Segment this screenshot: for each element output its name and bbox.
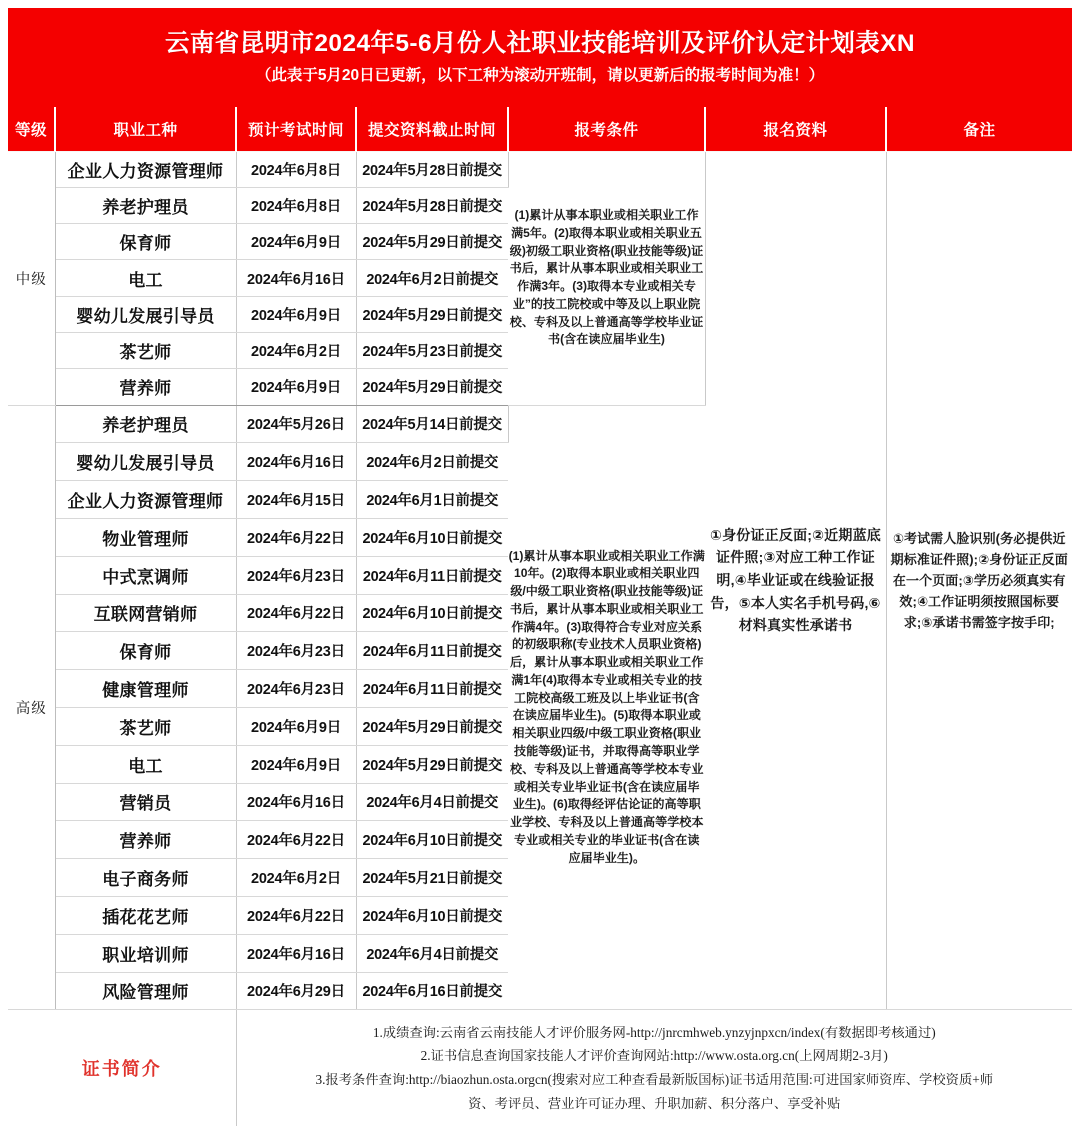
exam-date-cell: 2024年6月22日 xyxy=(236,821,356,859)
page-banner xyxy=(8,8,1072,107)
column-header-level: 等级 xyxy=(8,107,55,151)
deadline-cell: 2024年6月10日前提交 xyxy=(356,518,508,556)
deadline-cell: 2024年6月11日前提交 xyxy=(356,670,508,708)
deadline-cell: 2024年5月28日前提交 xyxy=(356,187,508,223)
exam-date-cell: 2024年6月8日 xyxy=(236,187,356,223)
job-name-cell: 健康管理师 xyxy=(55,670,236,708)
exam-date-cell: 2024年6月2日 xyxy=(236,332,356,368)
notes-cell: ①考试需人脸识别(务必提供近期标准证件照);②身份证正反面在一个页面;③学历必须真实有效;④工作证明须按照国标要求;⑤承诺书需签字按手印; xyxy=(886,151,1072,1010)
exam-date-cell: 2024年6月23日 xyxy=(236,632,356,670)
job-name-cell: 营销员 xyxy=(55,783,236,821)
job-name-cell: 保育师 xyxy=(55,632,236,670)
requirements-cell: (1)累计从事本职业或相关职业工作满5年。(2)取得本职业或相关职业五级)初级工职业资格(职业技能等级)证书后，累计从事本职业或相关职业工作满3年。(3)取得本专业或相关专业”的技工院校或中等及以上职业院校、专科及以上普通高等学校毕业证书(含在读应届毕业生) xyxy=(508,151,705,405)
deadline-cell: 2024年5月29日前提交 xyxy=(356,707,508,745)
job-name-cell: 电工 xyxy=(55,745,236,783)
exam-date-cell: 2024年6月2日 xyxy=(236,859,356,897)
job-name-cell: 保育师 xyxy=(55,224,236,260)
deadline-cell: 2024年6月10日前提交 xyxy=(356,594,508,632)
job-name-cell: 中式烹调师 xyxy=(55,556,236,594)
table-row xyxy=(8,151,1072,187)
job-name-cell: 电子商务师 xyxy=(55,859,236,897)
exam-date-cell: 2024年6月23日 xyxy=(236,556,356,594)
table-header xyxy=(8,107,1072,151)
training-plan-table xyxy=(8,107,1072,1126)
footer-line: 2.证书信息查询国家技能人才评价查询网站:http://www.osta.org.cn(上网周期2-3月) xyxy=(420,1048,888,1064)
exam-date-cell: 2024年6月16日 xyxy=(236,443,356,481)
exam-date-cell: 2024年6月9日 xyxy=(236,707,356,745)
job-name-cell: 风险管理师 xyxy=(55,972,236,1010)
table-body xyxy=(8,151,1072,1126)
deadline-cell: 2024年6月1日前提交 xyxy=(356,481,508,519)
column-header-exam-date: 预计考试时间 xyxy=(236,107,356,151)
deadline-cell: 2024年5月29日前提交 xyxy=(356,369,508,405)
job-name-cell: 婴幼儿发展引导员 xyxy=(55,443,236,481)
footer-line: 资、考评员、营业许可证办理、升职加薪、积分落户、享受补贴 xyxy=(468,1095,841,1111)
exam-date-cell: 2024年6月9日 xyxy=(236,369,356,405)
deadline-cell: 2024年6月4日前提交 xyxy=(356,783,508,821)
exam-date-cell: 2024年6月16日 xyxy=(236,260,356,296)
deadline-cell: 2024年5月23日前提交 xyxy=(356,332,508,368)
deadline-cell: 2024年6月2日前提交 xyxy=(356,260,508,296)
job-name-cell: 营养师 xyxy=(55,821,236,859)
exam-date-cell: 2024年6月9日 xyxy=(236,296,356,332)
deadline-cell: 2024年6月16日前提交 xyxy=(356,972,508,1010)
job-name-cell: 养老护理员 xyxy=(55,187,236,223)
job-name-cell: 茶艺师 xyxy=(55,332,236,368)
exam-date-cell: 2024年6月9日 xyxy=(236,745,356,783)
exam-date-cell: 2024年6月29日 xyxy=(236,972,356,1010)
job-name-cell: 养老护理员 xyxy=(55,405,236,443)
exam-date-cell: 2024年5月26日 xyxy=(236,405,356,443)
job-name-cell: 电工 xyxy=(55,260,236,296)
job-name-cell: 互联网营销师 xyxy=(55,594,236,632)
deadline-cell: 2024年6月11日前提交 xyxy=(356,556,508,594)
exam-date-cell: 2024年6月8日 xyxy=(236,151,356,187)
column-header-notes: 备注 xyxy=(886,107,1072,151)
exam-date-cell: 2024年6月9日 xyxy=(236,224,356,260)
job-name-cell: 企业人力资源管理师 xyxy=(55,151,236,187)
deadline-cell: 2024年5月29日前提交 xyxy=(356,745,508,783)
footer-line: 3.报考条件查询:http://biaozhun.osta.orgcn(搜索对应工种查看最新版国标)证书适用范围:可进国家师资库、学校资质+师 xyxy=(315,1072,994,1088)
exam-date-cell: 2024年6月15日 xyxy=(236,481,356,519)
deadline-cell: 2024年6月2日前提交 xyxy=(356,443,508,481)
job-name-cell: 职业培训师 xyxy=(55,934,236,972)
exam-date-cell: 2024年6月23日 xyxy=(236,670,356,708)
column-header-requirements: 报考条件 xyxy=(508,107,705,151)
deadline-cell: 2024年6月10日前提交 xyxy=(356,896,508,934)
deadline-cell: 2024年5月21日前提交 xyxy=(356,859,508,897)
deadline-cell: 2024年5月28日前提交 xyxy=(356,151,508,187)
job-name-cell: 茶艺师 xyxy=(55,707,236,745)
deadline-cell: 2024年6月4日前提交 xyxy=(356,934,508,972)
exam-date-cell: 2024年6月22日 xyxy=(236,594,356,632)
job-name-cell: 插花花艺师 xyxy=(55,896,236,934)
job-name-cell: 企业人力资源管理师 xyxy=(55,481,236,519)
certificate-intro-text xyxy=(236,1010,1072,1126)
certificate-intro-label: 证书简介 xyxy=(8,1010,236,1126)
exam-date-cell: 2024年6月16日 xyxy=(236,934,356,972)
level-cell: 高级 xyxy=(8,405,55,1010)
level-cell: 中级 xyxy=(8,151,55,405)
footer-row xyxy=(8,1010,1072,1126)
exam-date-cell: 2024年6月22日 xyxy=(236,518,356,556)
job-name-cell: 婴幼儿发展引导员 xyxy=(55,296,236,332)
deadline-cell: 2024年5月14日前提交 xyxy=(356,405,508,443)
requirements-cell: (1)累计从事本职业或相关职业工作满10年。(2)取得本职业或相关职业四级/中级工职业资格(职业技能等级)证书后，累计从事本职业或相关职业工作满4年。(3)取得符合专业对应关系的初级职称(专业技术人员职业资格)后，累计从事本职业或相关职业工作满1年(4)取得本专业或相关专业的技工院校高级工班及以上毕业证书(含在读应届毕业生)。(5)取得本职业或相关职业四级/中级工职业资格(职业技能等级)证书，并取得高等职业学校、专科及以上普通高等学校本专业或相关专业毕业证书(含在读应届毕业生)。(6)取得经评估论证的高等职业学校、专科及以上普通高等学校本专业或相关专业的毕业证书(含在读应届毕业生)。 xyxy=(508,405,705,1010)
page-title: 云南省昆明市2024年5-6月份人社职业技能培训及评价认定计划表XN xyxy=(164,30,916,57)
column-header-materials: 报名资料 xyxy=(705,107,886,151)
materials-cell: ①身份证正反面;②近期蓝底证件照;③对应工种工作证明,④毕业证或在线验证报告，⑤本人实名手机号码,⑥材料真实性承诺书 xyxy=(705,151,886,1010)
deadline-cell: 2024年5月29日前提交 xyxy=(356,296,508,332)
header-row xyxy=(8,107,1072,151)
deadline-cell: 2024年6月10日前提交 xyxy=(356,821,508,859)
column-header-deadline: 提交资料截止时间 xyxy=(356,107,508,151)
exam-date-cell: 2024年6月16日 xyxy=(236,783,356,821)
exam-date-cell: 2024年6月22日 xyxy=(236,896,356,934)
deadline-cell: 2024年5月29日前提交 xyxy=(356,224,508,260)
column-header-job: 职业工种 xyxy=(55,107,236,151)
page-subtitle: （此表于5月20日已更新，以下工种为滚动开班制，请以更新后的报考时间为准！） xyxy=(255,66,825,84)
job-name-cell: 营养师 xyxy=(55,369,236,405)
deadline-cell: 2024年6月11日前提交 xyxy=(356,632,508,670)
job-name-cell: 物业管理师 xyxy=(55,518,236,556)
footer-line: 1.成绩查询:云南省云南技能人才评价服务网-http://jnrcmhweb.ynzyjnpxcn/index(有数据即考核通过) xyxy=(372,1024,936,1040)
